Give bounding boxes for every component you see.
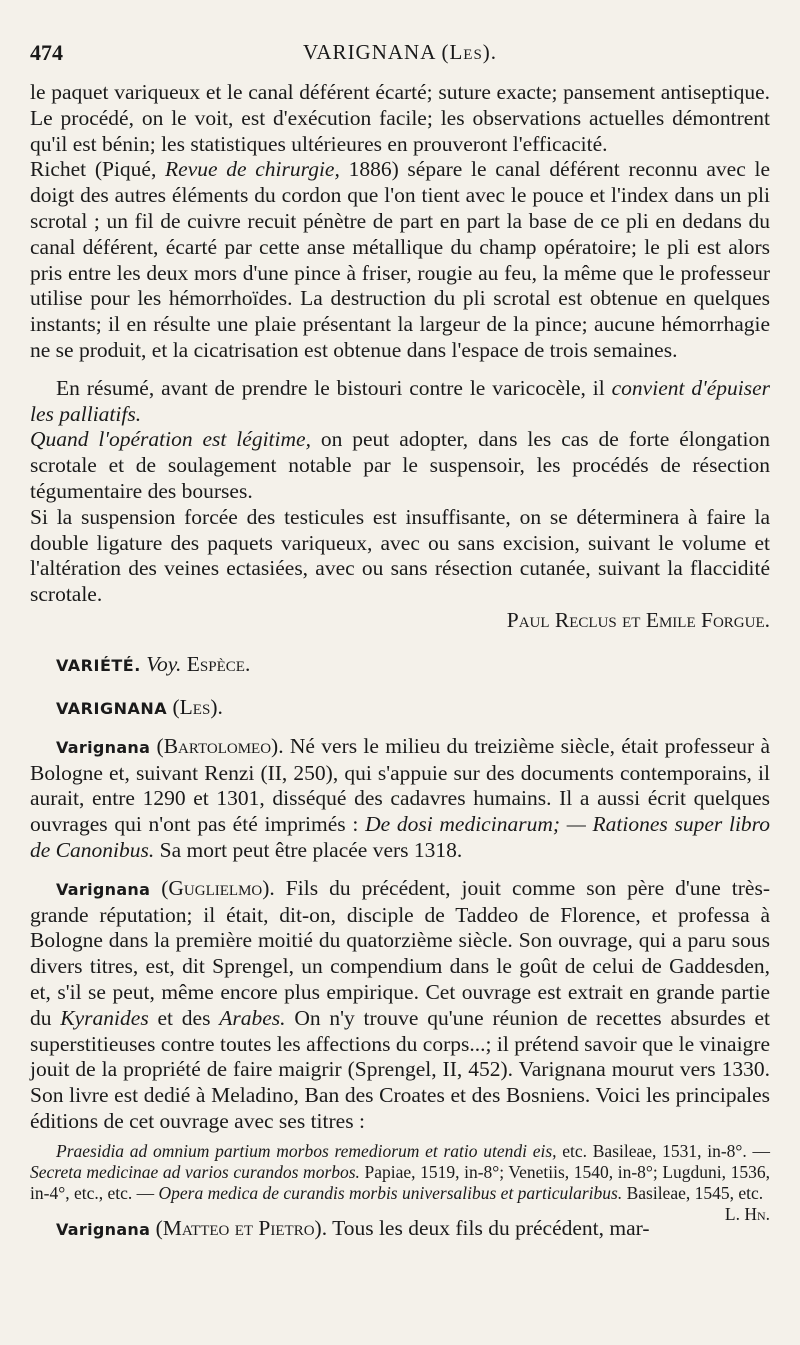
article-matteo: Varignana (Matteo et Pietro). Tous les deux fils du précédent, mar- [56, 1215, 650, 1240]
paragraph-richet: Richet (Piqué, Revue de chirurgie, 1886) sépare le canal déférent reconnu avec le doigt des autres éléments du cordon que l'on tient avec le pouce et l'index dans un pli scrotal ; un fil de cuivre recuit pénètre de part en part la base de ce pli en dedans du canal déférent, écarté par cette anse métallique du champ opératoire; le pli est alors pris entre les deux mors d'une pince à friser, rougie au feu, la même que le professeur utilise pour les hémorrhoïdes. La destruction du pli scrotal est obtenue en quelques instants; il en résulte une plaie présentant la largeur de la pince; aucune hémorrhagie ne se produit, et la cicatrisation est obtenue dans l'espace de trois semaines. [30, 157, 770, 362]
running-title-les: (Les). [441, 40, 498, 64]
running-title [30, 40, 770, 65]
editions-author: L. Hn. [724, 1203, 770, 1224]
article-bartolomeo: Varignana (Bartolomeo). Né vers le milieu du treizième siècle, était professeur à Bologne et, suivant Renzi (II, 250), qui s'appuie sur des documents contemporains, il aurait, entre 1290 et 1301, disséqué des cadavres humains. Il a aussi écrit quelques ouvrages qui n'ont pas été imprimés : De dosi medicinarum; — Rationes super libro de Canonibus. Sa mort peut être placée vers 1318. [30, 733, 771, 862]
entry-variete [56, 652, 770, 677]
page-header [30, 40, 770, 80]
entry-variete-head: VARIÉTÉ. [56, 655, 141, 675]
entry-varignana-head: VARIGNANA [56, 698, 168, 718]
signature: Paul Reclus et Emile Forgue. [506, 607, 770, 632]
page-number: 474 [30, 40, 63, 65]
editions-list: Praesidia ad omnium partium morbos remediorum et ratio utendi eis, etc. Basileae, 1531, in-8°. — Secreta medicinae ad varios curandos morbos. Papiae, 1519, in-8°; Venetiis, 1540, in-8°; Lugduni, 1536, in-4°, etc., etc. — Opera medica de curandis morbis universalibus et particularibus. Basileae, 1545, etc. L. Hn. [30, 1140, 770, 1224]
voy-label: Voy. [146, 651, 182, 676]
paragraph-continuation: le paquet variqueux et le canal déférent écarté; suture exacte; pansement antiseptique. Le procédé, on le voit, est d'exécution facile; les observations actuelles démontrent qu'il est bénin; les statistiques ultérieures en prouveront l'efficacité. [30, 80, 770, 156]
paragraph-operation: Quand l'opération est légitime, on peut adopter, dans les cas de forte élongation scrotale et de soulagement notable par le suspensoir, les procédés de résection tégumentaire des bourses. [30, 427, 770, 503]
cross-reference: Espèce. [186, 651, 251, 676]
article-guglielmo: Varignana (Guglielmo). Fils du précédent, jouit comme son père d'une très-grande réputation; il était, dit-on, disciple de Taddeo de Florence, et professa à Bologne dans la première moitié du quatorzième siècle. Son ouvrage, qui a paru sous divers titres, est, dit Sprengel, un compendium dans le goût de celui de Gaddesden, et, s'il se peut, même encore plus empirique. Cet ouvrage est extrait en grande partie du Kyranides et des Arabes. On n'y trouve qu'une réunion de recettes absurdes et superstitieuses contre toutes les affections du corps...; il prétend savoir que le vinaigre jouit de la propriété de faire maigrir (Sprengel, II, 452). Varignana mourut vers 1330. Son livre est dedié à Meladino, Ban des Croates et des Bosniens. Voici les principales éditions de cet ouvrage avec ses titres : [30, 875, 770, 1133]
entry-varignana-les: (Les). [172, 694, 223, 719]
paragraph-suspension: Si la suspension forcée des testicules est insuffisante, on se déterminera à faire la double ligature des paquets variqueux, avec ou sans excision, suivant le volume et l'altération des veines ectasiées, avec ou sans résection cutanée, suivant la flaccidité scrotale. Paul Reclus et Emile Forgue. [30, 504, 770, 632]
running-title-main: VARIGNANA [302, 40, 436, 64]
entry-varignana [56, 695, 770, 720]
paragraph-resume: En résumé, avant de prendre le bistouri contre le varicocèle, il convient d'épuiser les palliatifs. [30, 375, 770, 426]
